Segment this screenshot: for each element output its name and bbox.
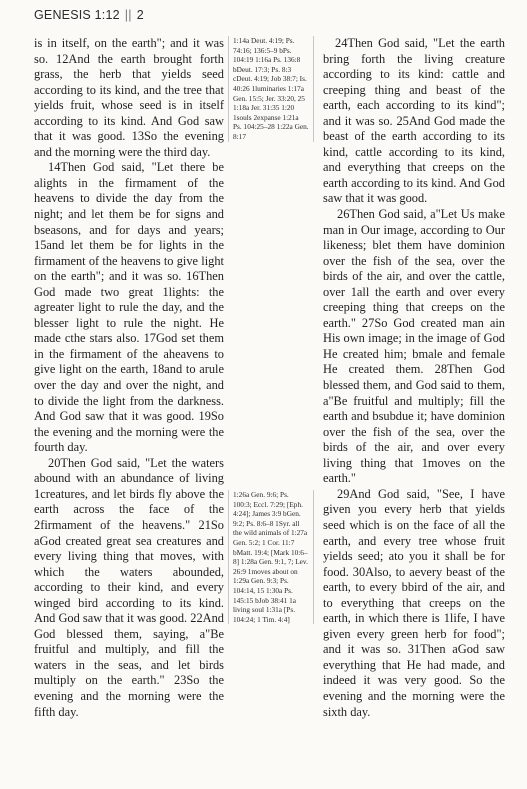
book-reference: GENESIS 1:12 <box>34 8 120 22</box>
right-text-column <box>323 36 505 720</box>
cross-reference-notes-top: 1:14a Deut. 4:19; Ps. 74:16; 136:5–9 bPs. 104:19 1:16a Ps. 136:8 bDeut. 17:3; Ps. 8:3 cDeut. 4:19; Job 38:7; Is. 40:26 1luminaries 1:17a Gen. 15:5; Jer. 33:20, 25 1:18a Jer. 31:35 1:20 1souls 2expanse 1:21a Ps. 104:25–28 1:22a Gen. 8:17 <box>228 36 314 142</box>
running-header <box>34 8 144 22</box>
header-separator: || <box>124 8 132 22</box>
cross-reference-notes-bottom: 1:26a Gen. 9:6; Ps. 100:3; Eccl. 7:29; [Eph. 4:24]; James 3:9 bGen. 9:2; Ps. 8:6–8 1Syr. all the wild animals of 1:27a Gen. 5:2; 1 Cor. 11:7 bMatt. 19:4; [Mark 10:6–8] 1:28a Gen. 9:1, 7; Lev. 26:9 1moves about on 1:29a Gen. 9:3; Ps. 104:14, 15 1:30a Ps. 145:15 bJob 38:41 1a living soul 1:31a [Ps. 104:24; 1 Tim. 4:4] <box>228 490 314 624</box>
left-paragraph-3: 20Then God said, "Let the waters abound with an abundance of living 1creatures, and let birds fly above the earth across the face of the 2firmament of the heavens." 21So aGod created great sea creatures and every living thing that moves, with which the waters abounded, according to their kind, and every winged bird according to its kind. And God saw that it was good. 22And God blessed them, saying, a"Be fruitful and multiply, and fill the waters in the seas, and let birds multiply on the earth." 23So the evening and the morning were the fifth day. <box>34 455 224 719</box>
page-number: 2 <box>136 8 144 22</box>
right-paragraph-1: 24Then God said, "Let the earth bring forth the living creature according to its kind: cattle and creeping thing and beast of the earth, each according to its kind"; and it was so. 25And God made the beast of the earth according to its kind, cattle according to its kind, and everything that creeps on the earth according to its kind. And God saw that it was good. <box>323 36 505 206</box>
left-text-column <box>34 36 224 720</box>
left-paragraph-1: is in itself, on the earth"; and it was so. 12And the earth brought forth grass, the herb that yields seed according to its kind, and the tree that yields fruit, whose seed is in itself according to its kind. And God saw that it was good. 13So the evening and the morning were the third day. <box>34 36 224 159</box>
right-paragraph-3: 29And God said, "See, I have given you every herb that yields seed which is on the face of all the earth, and every tree whose fruit yields seed; ato you it shall be for food. 30Also, to aevery beast of the earth, to every bbird of the air, and to everything that creeps on the earth, in which there is 1life, I have given every green herb for food"; and it was so. 31Then aGod saw everything that He had made, and indeed it was very good. So the evening and the morning were the sixth day. <box>323 486 505 719</box>
right-paragraph-2: 26Then God said, a"Let Us make man in Our image, according to Our likeness; blet them have dominion over the fish of the sea, over the birds of the air, and over the cattle, over 1all the earth and over every creeping thing that creeps on the earth." 27So God created man ain His own image; in the image of God He created him; bmale and female He created them. 28Then God blessed them, and God said to them, a"Be fruitful and multiply; fill the earth and bsubdue it; have dominion over the fish of the sea, over the birds of the air, and over every living thing that 1moves on the earth." <box>323 207 505 486</box>
left-paragraph-2: 14Then God said, "Let there be alights in the firmament of the heavens to divide the day from the night; and let them be for signs and bseasons, and for days and years; 15and let them be for lights in the firmament of the heavens to give light on the earth"; and it was so. 16Then God made two great 1lights: the agreater light to rule the day, and the blesser light to rule the night. He made cthe stars also. 17God set them in the firmament of the aheavens to give light on the earth, 18and to arule over the day and over the night, and to divide the light from the darkness. And God saw that it was good. 19So the evening and the morning were the fourth day. <box>34 160 224 455</box>
